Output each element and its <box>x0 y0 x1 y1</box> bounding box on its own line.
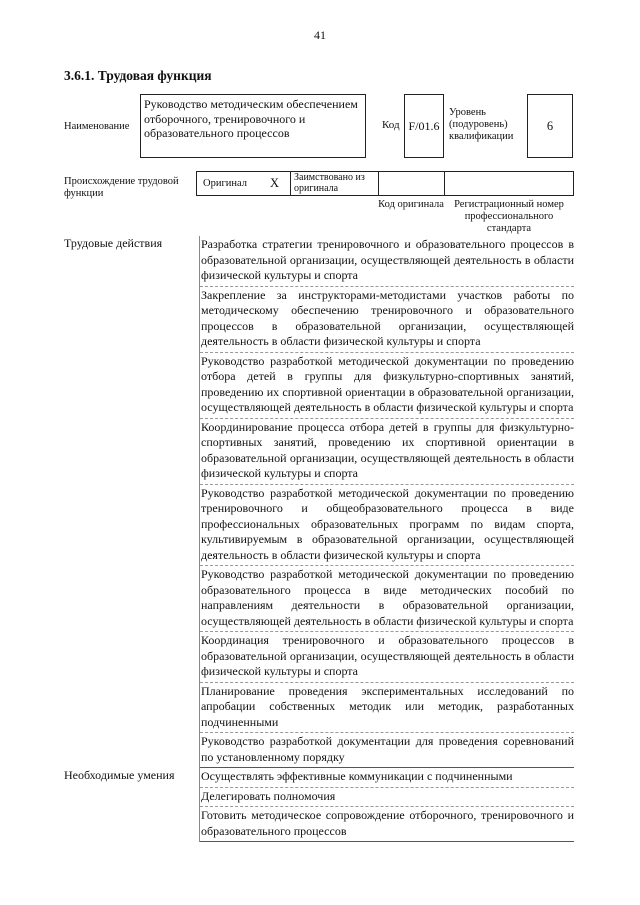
list-item: Координация тренировочного и образовательного процессов в образовательной организации, осуществляющей деятельность в области физической культуры и спорта <box>200 632 574 683</box>
labor-actions-group <box>64 236 574 768</box>
list-item: Руководство разработкой документации для проведения соревнований по установленному порядку <box>200 733 574 768</box>
level-value: 6 <box>546 118 554 133</box>
borrowed-cell <box>291 172 379 195</box>
required-skills-group <box>64 768 574 842</box>
original-label: Оригинал <box>203 178 247 189</box>
level-label: Уровень (подуровень) квалификации <box>449 107 514 142</box>
function-name-box <box>140 94 366 158</box>
list-item: Руководство разработкой методической документации по проведению отбора детей в группы для физкультурно-спортивных занятий, проведению их спортивной ориентации в образовательной организации, осуществляющей деятельность в области физической культуры и спорта <box>200 353 574 419</box>
list-item: Руководство разработкой методической документации по проведению тренировочного и общеобразовательного процесса в виде профессиональных образовательных программ по видам спорта, культивируемым в образовательной организации, осуществляющей деятельность в области физической культуры и спорта <box>200 485 574 567</box>
list-item: Руководство разработкой методической документации по проведению образовательного процесса в виде методических пособий по направлениям деятельности в образовательной организации, осуществляющей деятельность в области физической культуры и спорта <box>200 566 574 632</box>
group-label: Необходимые умения <box>64 768 175 782</box>
list-item: Готовить методическое сопровождение отборочного, тренировочного и образовательного процессов <box>200 807 574 842</box>
group-items <box>199 768 574 842</box>
original-cell <box>197 172 291 195</box>
borrowed-label: Заимствовано из оригинала <box>294 172 365 194</box>
group-items <box>199 236 574 768</box>
list-item: Делегировать полномочия <box>200 788 574 808</box>
code-label: Код <box>382 119 400 131</box>
section-title: 3.6.1. Трудовая функция <box>64 68 212 83</box>
original-mark: X <box>270 176 280 190</box>
origin-label: Происхождение трудовой функции <box>64 176 179 199</box>
code-value: F/01.6 <box>408 118 440 133</box>
code-original-cell <box>379 172 445 195</box>
reg-number-caption: Регистрационный номер профессионального стандарта <box>454 199 564 234</box>
list-item: Планирование проведения экспериментальных исследований по апробации собственных методик или методик, разработанных подчиненными <box>200 683 574 734</box>
origin-table <box>196 171 574 196</box>
list-item: Координирование процесса отбора детей в группы для физкультурно-спортивных занятий, проведению их спортивной ориентации в образовательной организации, осуществляющей деятельность в области физической культуры и спорта <box>200 419 574 485</box>
group-label: Трудовые действия <box>64 236 163 250</box>
level-box <box>527 94 573 158</box>
list-item: Разработка стратегии тренировочного и образовательного процессов в образовательной организации, осуществляющей деятельность в области физической культуры и спорта <box>200 236 574 287</box>
code-original-caption: Код оригинала <box>378 199 444 210</box>
list-item: Закрепление за инструкторами-методистами участков работы по методическому обеспечению тренировочного и образовательного процессов в образовательной организации, осуществляющей деятельность в области физической культуры и спорта <box>200 287 574 353</box>
reg-number-cell <box>445 172 573 195</box>
code-box <box>404 94 444 158</box>
page-number: 41 <box>314 28 326 42</box>
list-item: Осуществлять эффективные коммуникации с подчиненными <box>200 768 574 788</box>
function-table <box>64 236 574 842</box>
name-label: Наименование <box>64 121 130 132</box>
function-name-value: Руководство методическим обеспечением отборочного, тренировочного и образовательного процессов <box>144 97 358 140</box>
